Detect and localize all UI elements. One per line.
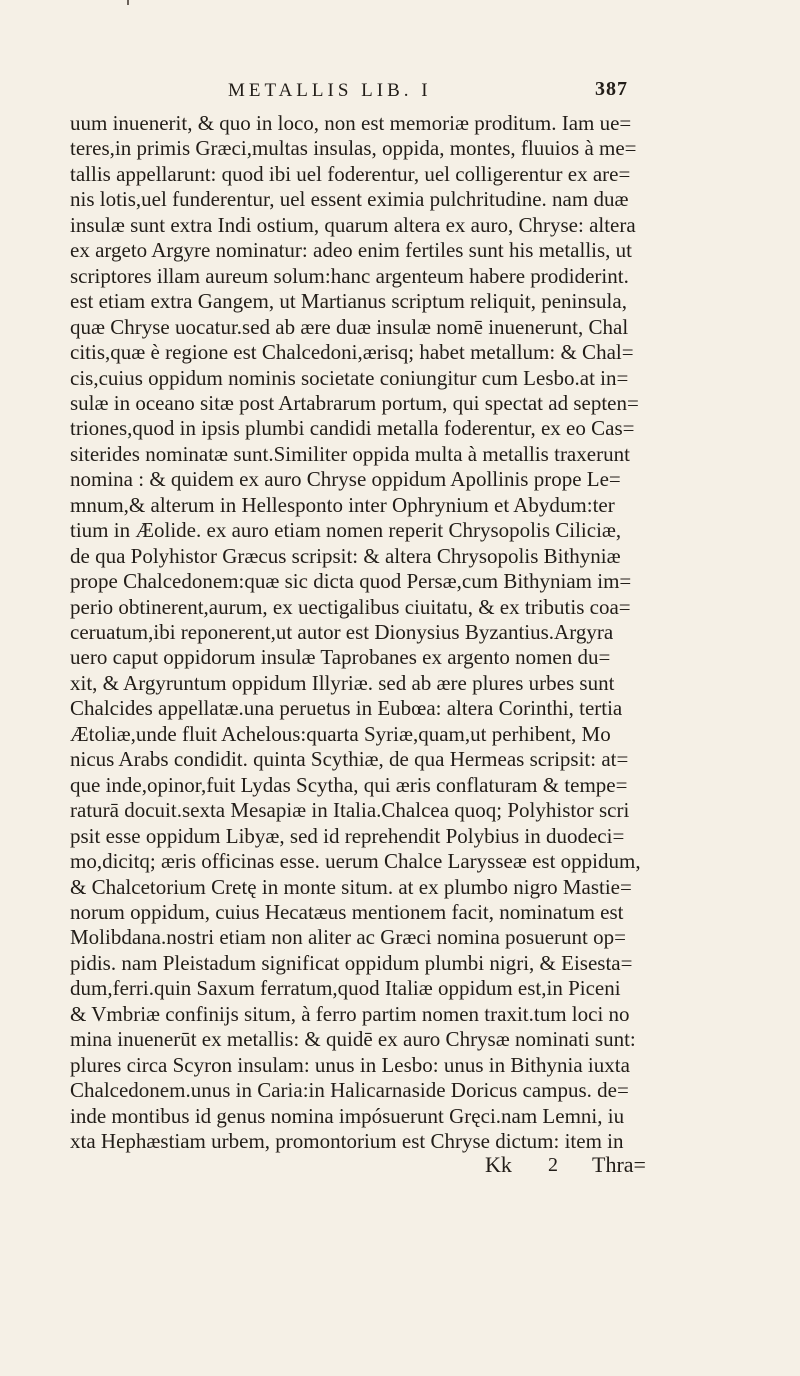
text-line-33: Molibdana.nostri etiam non aliter ac Græci nomina posuerunt op= [70,925,626,950]
running-head [0,80,800,110]
text-line-40: inde montibus id genus nomina impósuerunt Gręci.nam Lemni, iu [70,1103,625,1128]
text-line-28: raturā docuit.sexta Mesapiæ in Italia.Chalcea quoq; Polyhistor scri [70,798,630,823]
text-line-9: quæ Chryse uocatur.sed ab ære duæ insulæ nomē inuenerunt, Chal [70,314,629,339]
text-line-23: xit, & Argyruntum oppidum Illyriæ. sed ab ære plures urbes sunt [70,670,615,695]
text-line-17: tium in Æolide. ex auro etiam nomen reperit Chrysopolis Ciliciæ, [70,518,622,543]
page-number: 387 [595,78,628,100]
text-line-36: & Vmbriæ confinijs situm, à ferro partim nomen traxit.tum loci no [70,1001,630,1026]
text-line-34: pidis. nam Pleistadum significat oppidum plumbi nigri, & Eisesta= [70,950,633,975]
text-line-21: ceruatum,ibi reponerent,ut autor est Dionysius Byzantius.Argyra [70,620,614,644]
text-line-37: mina inuenerūt ex metallis: & quidē ex auro Chrysæ nominati sunt: [70,1027,636,1052]
text-line-10: citis,quæ è regione est Chalcedoni,ærisq; habet metallum: & Chal= [70,340,634,365]
text-line-13: triones,quod in ipsis plumbi candidi metalla foderentur, ex eo Cas= [70,416,635,441]
text-line-2: teres,in primis Græci,multas insulas, oppida, montes, fluuios à me= [70,136,637,161]
text-line-19: prope Chalcedonem:quæ sic dicta quod Persæ,cum Bithyniam im= [70,569,632,594]
text-line-38: plures circa Scyron insulam: unus in Lesbo: unus in Bithynia iuxta [70,1052,630,1077]
text-line-4: nis lotis,uel funderentur, uel essent eximia pulchritudine. nam duæ [70,187,629,212]
running-head-title: METALLIS LIB. I [228,80,432,101]
text-line-16: mnum,& alterum in Hellesponto inter Ophrynium et Abydum:ter [70,492,615,517]
text-line-3: tallis appellarunt: quod ibi uel foderentur, uel colligerentur ex are= [70,161,631,186]
text-line-29: psit esse oppidum Libyæ, sed id reprehendit Polybius in duodeci= [70,823,625,848]
signature-mark: Kk [485,1152,512,1177]
text-line-41: xta Hephæstiam urbem, promontorium est Chryse dictum: item in [70,1129,624,1153]
page-edge-mark [127,0,129,5]
text-line-18: de qua Polyhistor Græcus scripsit: & altera Chrysopolis Bithyniæ [70,543,621,568]
text-line-12: sulæ in oceano sitæ post Artabrarum portum, qui spectat ad septen= [70,390,639,415]
text-line-26: nicus Arabs condidit. quinta Scythiæ, de qua Hermeas scripsit: at= [70,747,629,772]
text-line-14: siterides nominatæ sunt.Similiter oppida multa à metallis traxerunt [70,441,630,466]
text-line-39: Chalcedonem.unus in Caria:in Halicarnaside Doricus campus. de= [70,1078,629,1103]
text-line-6: ex argeto Argyre nominatur: adeo enim fertiles sunt his metallis, ut [70,238,633,263]
text-line-20: perio obtinerent,aurum, ex uectigalibus ciuitatu, & ex tributis coa= [70,594,631,619]
text-line-1: uum inuenerit, & quo in loco, non est memoriæ proditum. Iam ue= [70,111,632,135]
text-line-22: uero caput oppidorum insulæ Taprobanes ex argento nomen du= [70,645,611,670]
text-line-31: & Chalcetorium Cretę in monte situm. at ex plumbo nigro Mastie= [70,874,632,899]
text-line-30: mo,dicitq; æris officinas esse. uerum Chalce Larysseæ est oppidum, [70,849,641,874]
text-line-15: nomina : & quidem ex auro Chryse oppidum Apollinis prope Le= [70,467,621,492]
text-line-35: dum,ferri.quin Saxum ferratum,quod Italiæ oppidum est,in Piceni [70,976,621,1001]
text-line-5: insulæ sunt extra Indi ostium, quarum altera ex auro, Chryse: altera [70,212,636,237]
text-line-27: que inde,opinor,fuit Lydas Scytha, qui æris conflaturam & tempe= [70,772,628,797]
text-line-24: Chalcides appellatæ.una peruetus in Eubœa: altera Corinthi, tertia [70,696,623,721]
text-line-8: est etiam extra Gangem, ut Martianus scriptum reliquit, peninsula, [70,289,627,314]
signature-number: 2 [548,1154,558,1176]
catchword: Thra= [592,1152,646,1177]
text-line-32: norum oppidum, cuius Hecatæus mentionem facit, nominatum est [70,899,624,924]
text-line-11: cis,cuius oppidum nominis societate coniungitur cum Lesbo.at in= [70,365,629,390]
signature-line [0,1152,800,1182]
text-line-25: Ætoliæ,unde fluit Achelous:quarta Syriæ,quam,ut perhibent, Mo [70,721,611,746]
text-line-7: scriptores illam aureum solum:hanc argenteum habere prodiderint. [70,263,629,288]
